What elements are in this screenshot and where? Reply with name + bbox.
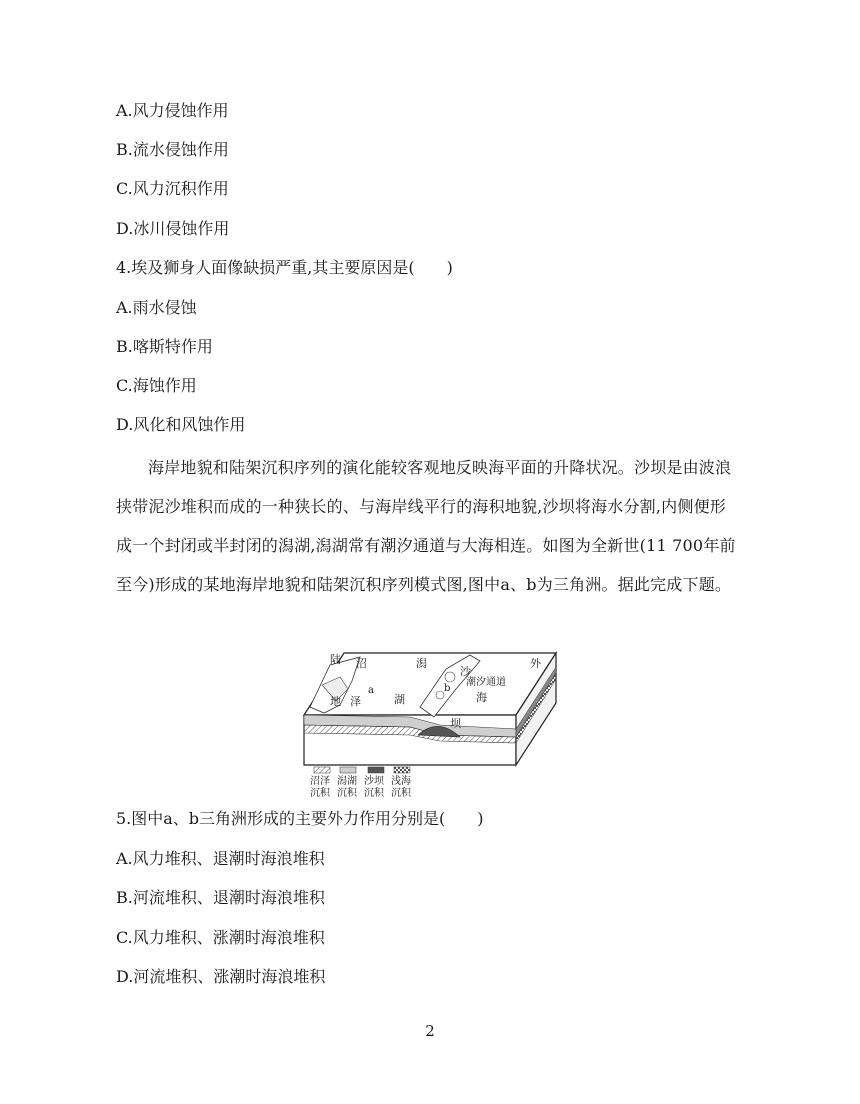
legend-swatch-shallow-sea	[394, 767, 410, 773]
land-label-2: 地	[330, 695, 341, 708]
q5-option-a: A.风力堆积、退潮时海浪堆积	[116, 849, 325, 868]
legend-shallow-1: 浅海	[391, 776, 411, 787]
legend-marsh-2: 沉积	[310, 788, 330, 799]
sandbar-label-1: 沙	[460, 665, 471, 678]
legend-sandbar-1: 沙坝	[364, 776, 384, 787]
legend-lagoon-1: 潟湖	[337, 776, 357, 787]
channel-label: 潮汐通道	[466, 677, 506, 688]
q3-option-a: A.风力侵蚀作用	[116, 101, 229, 120]
q5-option-c: C.风力堆积、涨潮时海浪堆积	[116, 928, 325, 947]
q3-option-d: D.冰川侵蚀作用	[116, 219, 230, 238]
legend-sandbar-2: 沉积	[364, 788, 384, 799]
q4-stem: 4.埃及狮身人面像缺损严重,其主要原因是( )	[116, 258, 453, 277]
outer-sea-label: 外	[530, 657, 541, 670]
sea-label: 海	[476, 691, 487, 704]
delta-a-label: a	[368, 685, 374, 696]
land-label-1: 陆	[330, 653, 341, 666]
coastal-landform-diagram	[300, 645, 558, 803]
passage: 海岸地貌和陆架沉积序列的演化能较客观地反映海平面的升降状况。沙坝是由波浪挟带泥沙堆积而成的一种狭长的、与海岸线平行的海积地貌,沙坝将海水分割,内侧便形成一个封闭或半封闭的潟湖,潟湖常有潮汐通道与大海相连。如图为全新世(11 700年前至今)形成的某地海岸地貌和陆架沉积序列模式图,图中a、b为三角洲。据此完成下题。	[116, 458, 736, 594]
marsh-label-2: 泽	[350, 695, 361, 708]
page-number: 2	[425, 1022, 435, 1040]
q5-option-b: B.河流堆积、退潮时海浪堆积	[116, 888, 325, 907]
q3-option-c: C.风力沉积作用	[116, 179, 229, 198]
q4-option-b: B.喀斯特作用	[116, 337, 213, 356]
delta-b-label: b	[444, 683, 451, 694]
q3-option-b: B.流水侵蚀作用	[116, 140, 229, 159]
lagoon-label-1: 潟	[416, 657, 427, 670]
legend-lagoon-2: 沉积	[337, 788, 357, 799]
q4-option-d: D.风化和风蚀作用	[116, 415, 246, 434]
sandbar-label-2: 坝	[450, 717, 461, 730]
legend-swatch-lagoon	[340, 767, 356, 773]
legend-marsh-1: 沼泽	[310, 776, 330, 787]
q4-option-a: A.雨水侵蚀	[116, 298, 197, 317]
marsh-label-1: 沼	[356, 657, 367, 670]
legend-swatch-marsh	[314, 767, 330, 773]
q5-option-d: D.河流堆积、涨潮时海浪堆积	[116, 967, 326, 986]
lagoon-label-2: 湖	[394, 693, 405, 706]
q5-stem: 5.图中a、b三角洲形成的主要外力作用分别是( )	[116, 809, 484, 828]
q4-option-c: C.海蚀作用	[116, 376, 197, 395]
legend-swatch-sandbar	[368, 767, 384, 773]
legend-shallow-2: 沉积	[391, 788, 411, 799]
